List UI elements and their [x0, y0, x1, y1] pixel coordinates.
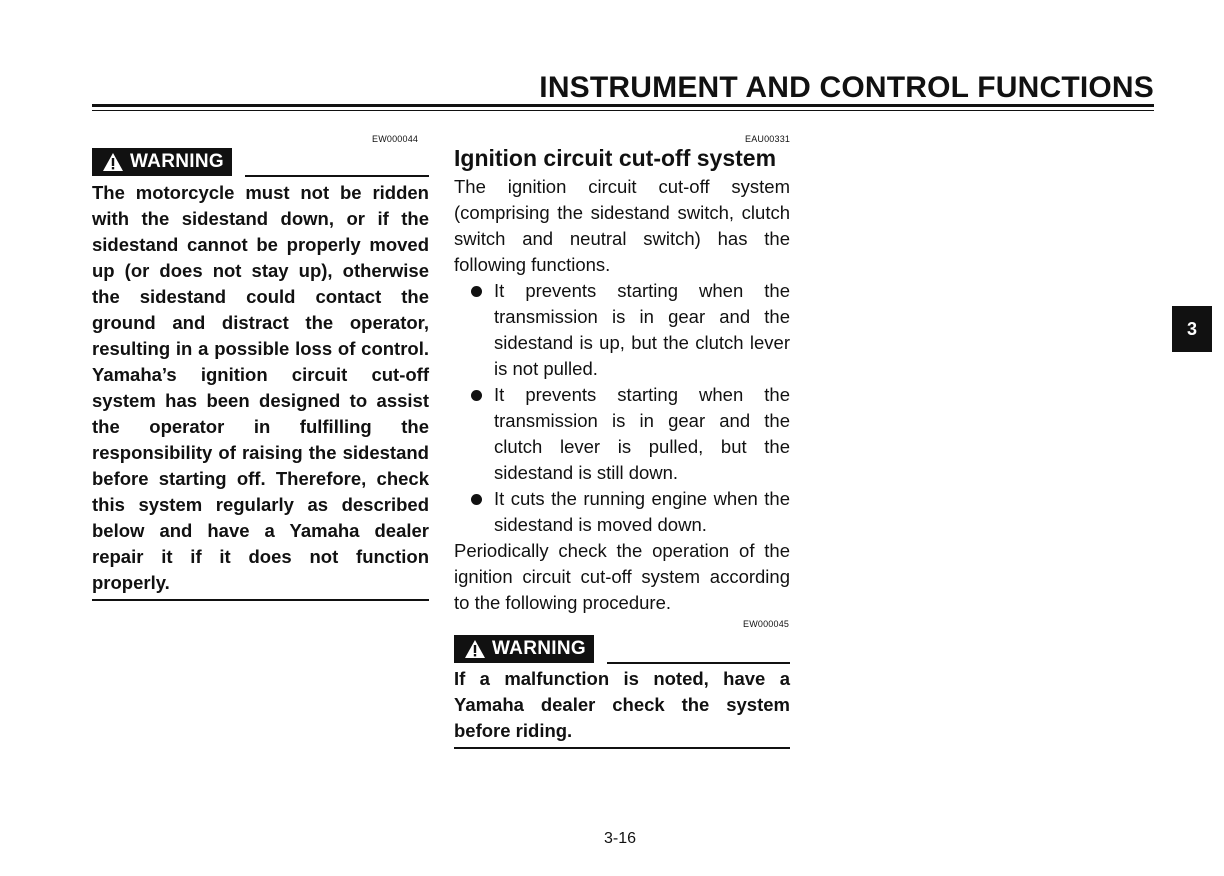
- section-closing: Periodically check the operation of the ignition circuit cut-off system according to the following procedure.: [454, 540, 790, 613]
- right-warning-badge: [454, 635, 594, 663]
- left-warning-code: EW000044: [372, 134, 419, 144]
- section-code: EAU00331: [745, 134, 791, 144]
- warning-triangle-icon: [464, 639, 486, 659]
- right-warning-underline: [607, 662, 790, 664]
- warning-triangle-icon: [102, 152, 124, 172]
- header-rule-thin: [92, 110, 1154, 111]
- bullet-icon: [471, 494, 482, 505]
- list-item-text: It prevents starting when the transmission is in gear and the sidestand is up, but the clutch lever is not pulled.: [494, 280, 790, 379]
- right-warning-code: EW000045: [743, 619, 790, 629]
- chapter-tab: 3: [1172, 306, 1212, 352]
- list-item-text: It cuts the running engine when the sidestand is moved down.: [494, 488, 790, 535]
- left-warning-badge: [92, 148, 232, 176]
- list-item-text: It prevents starting when the transmission is in gear and the clutch lever is pulled, but the sidestand is still down.: [494, 384, 790, 483]
- bullet-icon: [471, 286, 482, 297]
- right-warning-label: WARNING: [492, 638, 586, 659]
- left-warning-underline: [245, 175, 429, 177]
- left-warning-label: WARNING: [130, 151, 224, 172]
- list-item: [454, 382, 790, 486]
- bullet-icon: [471, 390, 482, 401]
- section-intro: The ignition circuit cut-off system (comprising the sidestand switch, clutch switch and neutral switch) has the following functions.: [454, 176, 790, 275]
- page-title: INSTRUMENT AND CONTROL FUNCTIONS: [539, 71, 1154, 104]
- right-warning-end-rule: [454, 747, 790, 749]
- function-list: [454, 278, 790, 538]
- header-rule-thick: [92, 104, 1154, 107]
- page-number: 3-16: [604, 830, 637, 847]
- section-heading: Ignition circuit cut-off system: [454, 145, 777, 171]
- left-warning-text: The motorcycle must not be ridden with the sidestand down, or if the sidestand cannot be properly moved up (or does not stay up), otherwise the sidestand could contact the ground and distract the operator, resulting in a possible loss of control. Yamaha’s ignition circuit cut-off system has been designed to assist the operator in fulfilling the responsibility of raising the sidestand before starting off. Therefore, check this system regularly as described below and have a Yamaha dealer repair it if it does not function properly.: [92, 182, 429, 593]
- right-warning-text: If a malfunction is noted, have a Yamaha dealer check the system before riding.: [454, 668, 790, 741]
- list-item: [454, 278, 790, 382]
- list-item: [454, 486, 790, 538]
- left-warning-end-rule: [92, 599, 429, 601]
